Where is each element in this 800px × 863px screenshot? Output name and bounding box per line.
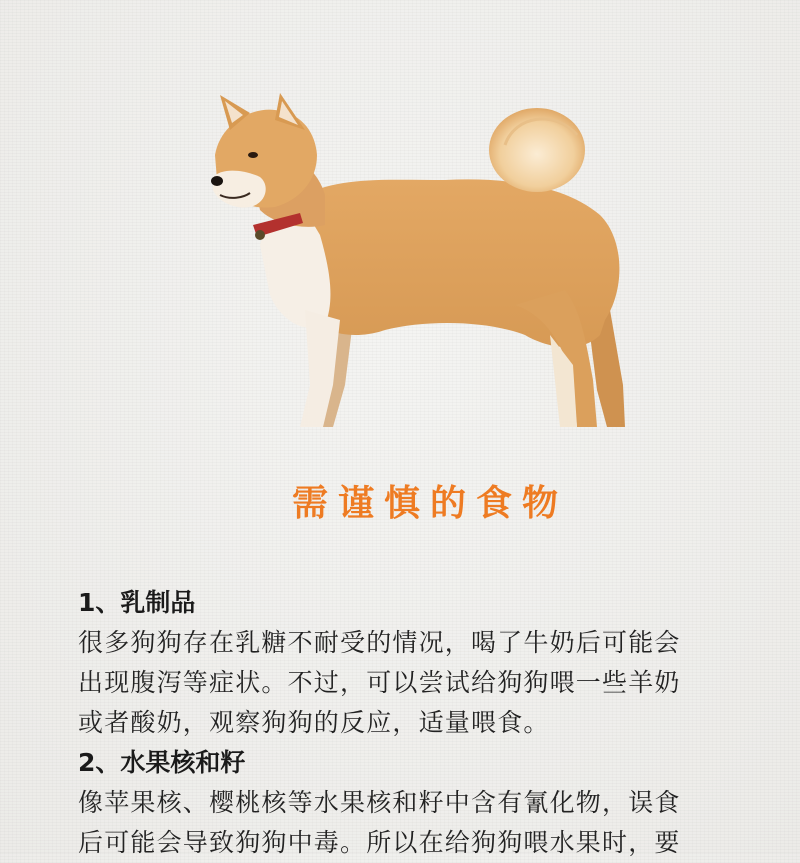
article-body (78, 583, 778, 863)
shiba-inu-dog-image (205, 85, 645, 430)
item-body-line: 像苹果核、樱桃核等水果核和籽中含有氰化物，误食 (78, 788, 681, 817)
item-body-line: 后可能会导致狗狗中毒。所以在给狗狗喂水果时，要 (78, 828, 681, 857)
section-title: 需谨慎的食物 (291, 483, 568, 524)
item-heading-dairy: 1、乳制品 (78, 588, 196, 617)
item-heading-fruit-pits: 2、水果核和籽 (78, 748, 246, 777)
item-body-line: 或者酸奶，观察狗狗的反应，适量喂食。 (78, 708, 550, 737)
item-body-line: 很多狗狗存在乳糖不耐受的情况，喝了牛奶后可能会 (78, 628, 681, 657)
item-body-line: 出现腹泻等症状。不过，可以尝试给狗狗喂一些羊奶 (78, 668, 681, 697)
